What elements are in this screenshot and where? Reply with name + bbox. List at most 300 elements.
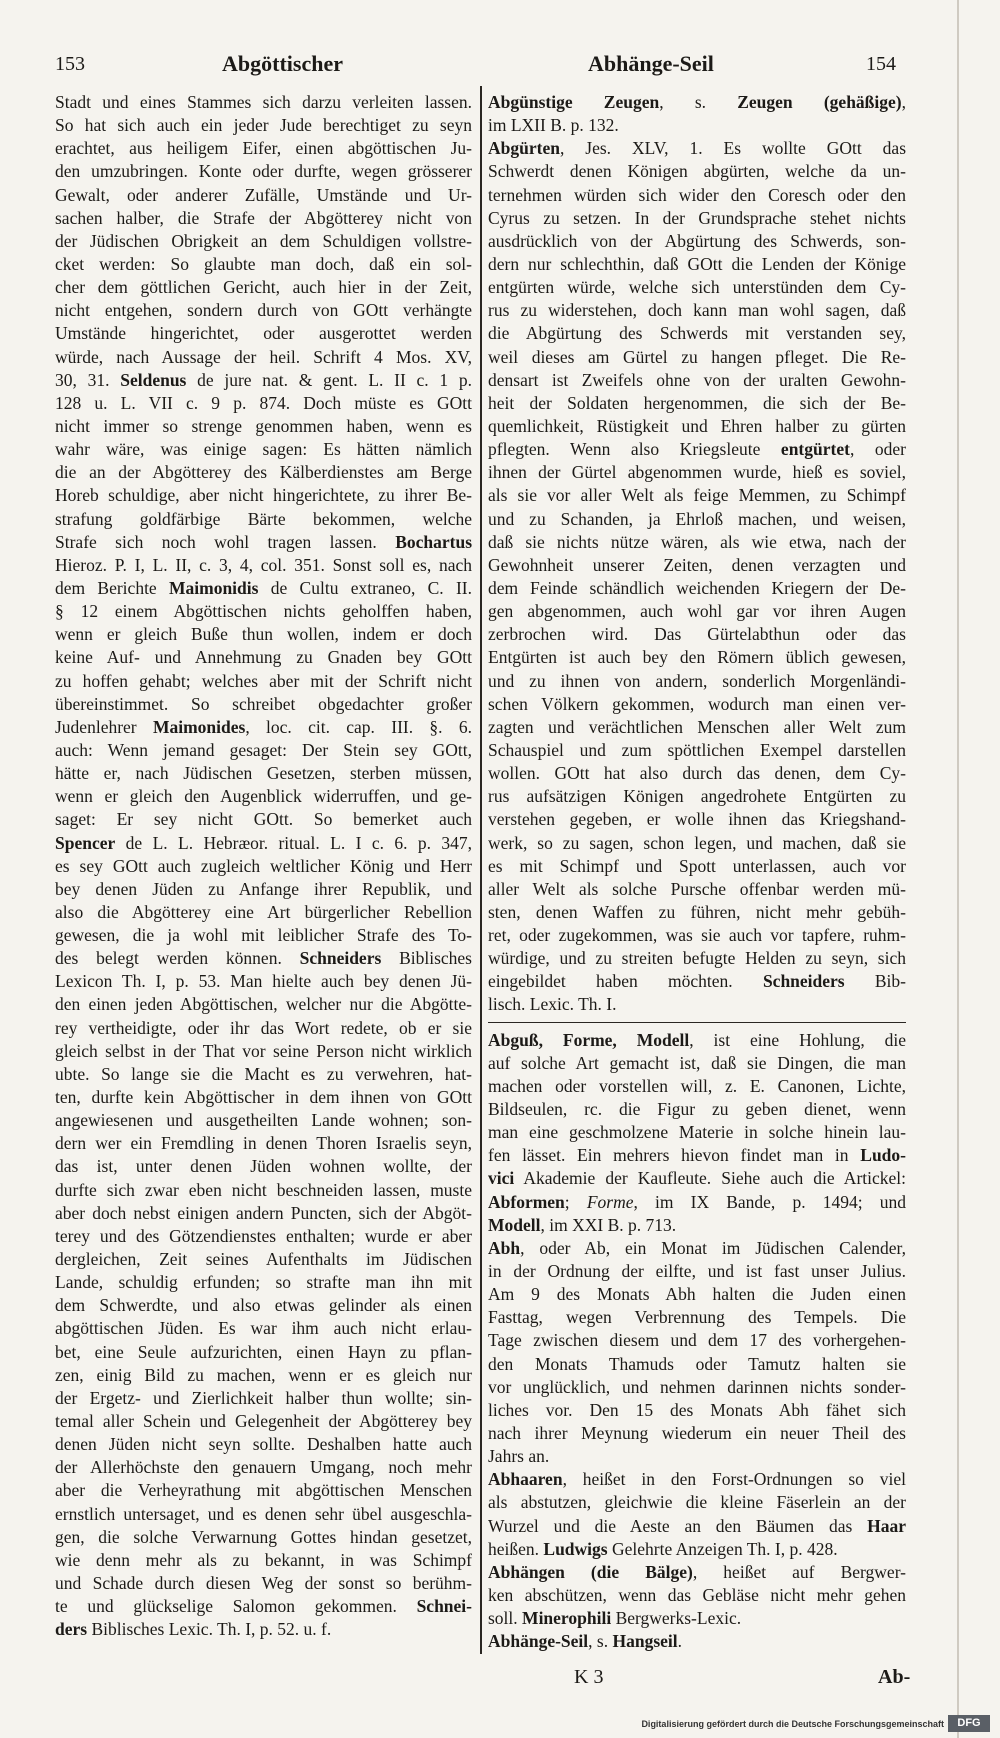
text-run: ausdrücklich von der Abgürtung des Schwerds, son- xyxy=(488,230,906,251)
text-line xyxy=(55,276,472,299)
text-run: aller Welt als solche Pursche offenbar werden mü- xyxy=(488,878,906,899)
text-run: zagten und verächtlichen Menschen aller Welt zum xyxy=(488,716,906,737)
text-run: gewesen, die ja wohl mit leiblicher Strafe des To- xyxy=(55,925,472,946)
text-run: , s. xyxy=(588,1631,613,1652)
text-line xyxy=(488,600,906,623)
text-line xyxy=(55,299,472,322)
text-line xyxy=(55,1179,472,1202)
text-line xyxy=(55,1618,472,1641)
bold-term: Ludo- xyxy=(860,1145,906,1166)
text-line xyxy=(55,160,472,183)
text-line xyxy=(488,1399,906,1422)
text-run: Am 9 des Monats Abh halten die Juden einen xyxy=(488,1284,906,1305)
text-run: dern wer ein Fremdling in denen Thoren Israelis seyn, xyxy=(55,1133,472,1154)
text-line xyxy=(55,1294,472,1317)
text-run: zen, einig Bild zu machen, wenn er es gleich nur xyxy=(55,1364,472,1385)
text-run: dern nur schlechthin, daß GOtt die Lenden der Könige xyxy=(488,253,906,274)
text-run: als abstutzen, gleichwie die kleine Fäserlein an der xyxy=(488,1492,906,1513)
text-run: würde, nach Aussage der heil. Schrift 4 Mos. XV, xyxy=(55,346,472,367)
text-run: Fasttag, wegen Verbrennung des Tempels. Die xyxy=(488,1307,906,1328)
text-line xyxy=(488,1167,906,1190)
text-run: , heißet in den Forst-Ordnungen so viel xyxy=(562,1469,906,1490)
text-run: dem Schwerdte, und also etwas gelinder als einen xyxy=(55,1295,472,1316)
text-line xyxy=(488,1515,906,1538)
text-line xyxy=(488,1214,906,1237)
text-run: Jahrs an. xyxy=(488,1446,550,1467)
text-line xyxy=(488,438,906,461)
text-line xyxy=(55,1433,472,1456)
text-line xyxy=(55,1549,472,1572)
text-run: und Schade durch diesen Weg der sonst so berühm- xyxy=(55,1573,472,1593)
text-line xyxy=(55,1503,472,1526)
text-line xyxy=(488,554,906,577)
text-run: de L. L. Hebræor. ritual. L. I c. 6. p. 347, xyxy=(115,832,472,853)
bold-term: Abgürten xyxy=(488,138,560,159)
text-run: der Allerhöchste den genauern Umgang, noch mehr xyxy=(55,1457,472,1478)
text-run: liches vor. Den 15 des Monats Abh fähet sich xyxy=(488,1399,906,1420)
text-line xyxy=(55,808,472,831)
text-line xyxy=(488,855,906,878)
text-run: weil dieses am Gürtel zu hangen pfleget. Die Re- xyxy=(488,346,906,367)
text-run: strafung goldfärbige Bärte bekommen, welche xyxy=(55,508,472,529)
text-run: sachen halber, die Strafe der Abgötterey nicht von xyxy=(55,207,472,228)
text-line xyxy=(488,577,906,600)
text-line xyxy=(488,762,906,785)
text-line xyxy=(488,160,906,183)
text-run: wahr wäre, was einige sagen: Es hätten nämlich xyxy=(55,439,472,460)
bold-term: Abhängen (die Bälge) xyxy=(488,1561,693,1582)
text-run: , im IX Bande, p. 1494; und xyxy=(633,1191,906,1212)
text-line xyxy=(55,230,472,253)
text-line xyxy=(55,1155,472,1178)
text-run: nicht immer so strenge genommen haben, wenn es xyxy=(55,415,472,436)
text-run: wenn er gleich den Augenblick widerruffen, und ge- xyxy=(55,786,472,807)
bold-term: entgürtet xyxy=(780,439,850,460)
text-run: wollen. GOtt hat also durch das denen, dem Cy- xyxy=(488,763,906,784)
text-line xyxy=(55,970,472,993)
text-run: Bildseulen, rc. die Figur zu geben dienet, wenn xyxy=(488,1099,906,1120)
text-line xyxy=(55,1063,472,1086)
text-line xyxy=(55,484,472,507)
text-line xyxy=(488,901,906,924)
text-run: heißen. xyxy=(488,1538,544,1559)
text-run: Umstände hingerichtet, oder ausgerottet werden xyxy=(55,323,472,344)
text-run: sten, denen Waffen zu führen, nicht mehr gebüh- xyxy=(488,901,906,922)
bold-term: Bochartus xyxy=(395,531,472,552)
text-run: ten, durfte kein Abgöttischer in dem ihnen von GOtt xyxy=(55,1087,472,1108)
bold-term: Ludwigs xyxy=(543,1538,608,1559)
text-run: , heißet auf Bergwer- xyxy=(692,1561,906,1582)
bold-term: Maimonidis xyxy=(168,577,259,598)
text-line xyxy=(55,716,472,739)
text-line xyxy=(488,1491,906,1514)
text-line xyxy=(488,808,906,831)
text-run: ernstlich untersaget, und es denen sehr übel ausgeschla- xyxy=(55,1503,472,1524)
text-line xyxy=(55,693,472,716)
text-run: Lande, schuldig erfunden; so strafte man ihn mit xyxy=(55,1272,472,1293)
text-line xyxy=(488,276,906,299)
text-run: des belegt werden können. xyxy=(55,948,300,969)
dfg-logo: DFG xyxy=(948,1715,990,1732)
text-run: Judenlehrer xyxy=(55,716,153,737)
left-column xyxy=(55,91,472,1641)
text-line xyxy=(55,1526,472,1549)
text-run: daß sie nichts nütze wären, als wie etwa, nach der xyxy=(488,531,906,552)
text-run: Bib- xyxy=(844,971,906,992)
text-run: Strafe sich noch wohl tragen lassen. xyxy=(55,531,396,552)
text-run: zu hoffen gehabt; welches aber mit der Schrift nicht xyxy=(55,670,472,691)
text-run: , ist eine Hohlung, die xyxy=(689,1029,906,1050)
bold-term: Schnei- xyxy=(416,1596,472,1617)
text-line xyxy=(55,1202,472,1225)
text-run: gen, die solche Verwarnung Gottes hindan gesetzet, xyxy=(55,1526,472,1547)
bold-term: Abhaaren xyxy=(488,1469,563,1490)
text-line xyxy=(55,184,472,207)
bold-term: Hangseil xyxy=(612,1631,678,1652)
text-line xyxy=(55,1410,472,1433)
text-run: nicht entgehen, sondern durch von GOtt verhängte xyxy=(55,300,472,321)
text-run: Wurzel und die Aeste an den Bäumen das xyxy=(488,1515,868,1536)
text-line xyxy=(488,508,906,531)
text-line xyxy=(55,415,472,438)
text-run: Akademie der Kaufleute. Siehe auch die Artickel: xyxy=(514,1168,906,1189)
text-line xyxy=(55,508,472,531)
page-edge-shadow xyxy=(957,0,959,1738)
text-run: vor unglücklich, und nehmen darinnen nichts sonder- xyxy=(488,1376,906,1397)
text-line xyxy=(55,346,472,369)
text-line xyxy=(55,1387,472,1410)
text-run: verstehen gegeben, er wolle ihnen das Kriegshand- xyxy=(488,809,906,830)
bold-term: Abguß, Forme, Modell xyxy=(488,1029,690,1050)
text-run: terey und des Götzendienstes enthalten; wurde er aber xyxy=(55,1225,472,1246)
text-line xyxy=(488,1445,906,1468)
bold-term: Minerophili xyxy=(522,1608,612,1629)
text-line xyxy=(55,554,472,577)
text-run: quemlichkeit, Rüstigkeit und Ehren halber zu gürten xyxy=(488,415,906,436)
text-run: temal aller Schein und Gelegenheit der Abgötterey bey xyxy=(55,1411,472,1432)
text-line xyxy=(488,1422,906,1445)
text-run: ; xyxy=(564,1191,587,1212)
text-line xyxy=(55,1271,472,1294)
text-line xyxy=(488,1191,906,1214)
text-line xyxy=(55,762,472,785)
text-line xyxy=(488,623,906,646)
text-line xyxy=(488,1306,906,1329)
text-run: rus aufsätzigen Königen angedrohete Entgürten zu xyxy=(488,786,906,807)
text-run: te und glückselige Salomon gekommen. xyxy=(55,1596,417,1617)
bold-term: Spencer xyxy=(55,832,116,853)
text-line xyxy=(488,878,906,901)
bold-term: Abgünstige Zeugen xyxy=(488,92,660,112)
right-column-lower xyxy=(488,1029,906,1654)
text-run: bet, eine Seule aufzurichten, einen Hayn zu pflan- xyxy=(55,1341,472,1362)
text-line xyxy=(55,1017,472,1040)
text-line xyxy=(488,785,906,808)
text-line xyxy=(55,670,472,693)
text-run: Entgürten ist auch bey den Römern üblich gewesen, xyxy=(488,647,906,668)
text-line xyxy=(488,1052,906,1075)
text-line xyxy=(488,1075,906,1098)
text-run: denen Jüden nicht seyn sollte. Deshalben hatte auch xyxy=(55,1434,472,1455)
text-line xyxy=(488,461,906,484)
text-run: auf solche Art gemacht ist, daß sie Dingen, die man xyxy=(488,1052,906,1073)
text-line xyxy=(488,1098,906,1121)
text-run: soll. xyxy=(488,1608,523,1629)
text-line xyxy=(55,114,472,137)
text-line xyxy=(488,392,906,415)
text-line xyxy=(488,1353,906,1376)
text-run: entgürten würde, welche sich unterstünden dem Cy- xyxy=(488,277,906,298)
text-line xyxy=(55,253,472,276)
text-run: Gewalt, oder anderer Zufälle, Umstände und Ur- xyxy=(55,184,472,205)
text-line xyxy=(488,484,906,507)
text-run: , loc. cit. cap. III. §. 6. xyxy=(245,716,472,737)
text-line xyxy=(55,207,472,230)
text-run: cher dem göttlichen Gericht, auch hier in der Zeit, xyxy=(55,277,472,298)
text-line xyxy=(488,1144,906,1167)
italic-term: Forme xyxy=(586,1191,634,1212)
text-line xyxy=(55,1248,472,1271)
text-run: , oder xyxy=(849,439,906,460)
text-line xyxy=(488,832,906,855)
text-line xyxy=(488,1538,906,1561)
text-run: , xyxy=(901,92,906,112)
text-line xyxy=(55,137,472,160)
text-line xyxy=(488,184,906,207)
text-run: die an der Abgötterey des Kälberdienstes am Berge xyxy=(55,462,472,483)
text-line xyxy=(55,1364,472,1387)
bold-term: ders xyxy=(55,1619,88,1640)
text-line xyxy=(55,947,472,970)
text-run: lisch. Lexic. Th. I. xyxy=(488,994,617,1015)
text-line xyxy=(488,1561,906,1584)
text-run: auch: Wenn jemand gesaget: Der Stein sey GOtt, xyxy=(55,739,472,760)
text-run: Biblisches Lexic. Th. I, p. 52. u. f. xyxy=(87,1619,332,1640)
text-line xyxy=(55,392,472,415)
text-run: nach ihrer Meynung wiederum ein neuer Theil des xyxy=(488,1423,906,1444)
text-line xyxy=(488,693,906,716)
bold-term: Schneiders xyxy=(762,971,845,992)
text-run: dem Feinde schändlich weichenden Kriegern der De- xyxy=(488,577,906,598)
text-line xyxy=(55,1572,472,1595)
text-run: angewiesenen und ausgetheilten Lande wohnen; son- xyxy=(55,1110,472,1131)
text-line xyxy=(488,670,906,693)
text-run: aber die Verheyrathung mit abgöttischen Menschen xyxy=(55,1480,472,1501)
text-run: , s. xyxy=(659,92,738,112)
text-run: pflegten. Wenn also Kriegsleute xyxy=(488,439,781,460)
catchword: Ab- xyxy=(878,1666,911,1688)
text-run: gen abgenommen, auch wohl gar vor ihren Augen xyxy=(488,601,906,622)
text-run: würdige, und zu streiten befugte Helden zu seyn, sich xyxy=(488,948,906,969)
text-line xyxy=(55,1086,472,1109)
text-run: § 12 einem Abgöttischen nichts geholffen haben, xyxy=(55,601,472,622)
text-line xyxy=(488,137,906,160)
text-run: Schwerdt denen Königen abgürten, welche da un- xyxy=(488,161,906,182)
text-run: eingebildet haben möchten. xyxy=(488,971,763,992)
text-line xyxy=(55,531,472,554)
text-run: , oder Ab, ein Monat im Jüdischen Calender, xyxy=(520,1237,906,1258)
text-line xyxy=(55,1040,472,1063)
text-line xyxy=(55,1109,472,1132)
right-column xyxy=(488,91,906,1653)
text-line xyxy=(55,646,472,669)
text-line xyxy=(55,322,472,345)
text-line xyxy=(488,924,906,947)
page-number-right: 154 xyxy=(866,53,896,75)
text-run: cket werden: So glaubte man doch, daß ein sol- xyxy=(55,253,472,274)
text-line xyxy=(55,577,472,600)
text-run: als sie vor aller Welt als feige Memmen, zu Schimpf xyxy=(488,485,906,506)
text-line xyxy=(488,1260,906,1283)
text-line xyxy=(488,739,906,762)
bold-term: Seldenus xyxy=(120,369,187,390)
text-line xyxy=(488,253,906,276)
text-run: So hat sich auch ein jeder Jude berechtiget zu seyn xyxy=(55,115,472,136)
text-line xyxy=(488,299,906,322)
text-line xyxy=(55,438,472,461)
text-line xyxy=(55,878,472,901)
text-run: aber doch nebst einigen andern Puncten, sich der Abgöt- xyxy=(55,1202,472,1223)
bold-term: Abh xyxy=(488,1237,521,1258)
text-line xyxy=(55,1479,472,1502)
text-run: de Cultu extraneo, C. II. xyxy=(258,577,472,598)
text-line xyxy=(55,993,472,1016)
text-line xyxy=(55,1132,472,1155)
text-line xyxy=(55,832,472,855)
text-line xyxy=(488,1584,906,1607)
bold-term: Zeugen (gehäßige) xyxy=(737,92,902,112)
bold-term: Maimonides xyxy=(152,716,246,737)
text-line xyxy=(55,739,472,762)
text-line xyxy=(55,924,472,947)
text-run: in der Ordnung der eilfte, und ist fast unser Julius. xyxy=(488,1261,906,1282)
text-line xyxy=(488,531,906,554)
text-run: Horeb schuldige, aber nicht hingerichtete, zu ihrer Be- xyxy=(55,485,472,506)
text-run: rey vertheidigte, oder ihr das Wort redete, ob er sie xyxy=(55,1017,472,1038)
text-run: es mit Schimpf und Spott unterlassen, auch vor xyxy=(488,855,906,876)
text-line xyxy=(55,461,472,484)
text-line xyxy=(488,1237,906,1260)
text-run: im LXII B. p. 132. xyxy=(488,115,619,136)
text-run: erachtet, aus heiligem Eifer, einen abgöttischen Ju- xyxy=(55,138,472,159)
text-run: ternehmen würden sich wider den Coresch oder den xyxy=(488,184,906,205)
text-run: das ist, unter denen Jüden wohnen wollte, der xyxy=(55,1156,472,1177)
text-run: durfte sich zwar eben nicht beschneiden lassen, muste xyxy=(55,1179,472,1200)
text-line xyxy=(488,947,906,970)
text-run: zerbrochen wird. Das Gürtelabthun oder das xyxy=(488,624,906,645)
text-line xyxy=(488,1607,906,1630)
text-run: Gelehrte Anzeigen Th. I, p. 428. xyxy=(607,1538,838,1559)
text-run: fen lässet. Ein mehrers hievon findet man in xyxy=(488,1145,861,1166)
text-run: . xyxy=(677,1631,682,1652)
text-run: ken abschützen, wenn das Gebläse nicht mehr gehen xyxy=(488,1585,906,1605)
section-rule xyxy=(488,1022,906,1024)
text-run: dergleichen, Zeit seines Aufenthalts im Jüdischen xyxy=(55,1249,472,1270)
bold-term: Modell xyxy=(488,1214,541,1235)
text-run: den Monats Thamuds oder Tamutz halten sie xyxy=(488,1353,906,1374)
text-run: 128 u. L. VII c. 9 p. 874. Doch müste es GOtt xyxy=(55,392,472,413)
text-run: es sey GOtt auch zugleich weltlicher König und Herr xyxy=(55,855,472,876)
text-line xyxy=(55,600,472,623)
text-run: , im XXI B. p. 713. xyxy=(540,1214,677,1235)
text-run: gleich selbst in der That vor seine Person nicht wirklich xyxy=(55,1040,472,1061)
text-run: Cyrus zu setzen. In der Grundsprache stehet nichts xyxy=(488,207,906,228)
text-line xyxy=(488,230,906,253)
text-run: dem Berichte xyxy=(55,577,169,598)
text-line xyxy=(488,1329,906,1352)
signature-mark: K 3 xyxy=(574,1666,604,1688)
text-line xyxy=(488,369,906,392)
text-run: abgöttischen Jüden. Es war ihm auch nicht erlau- xyxy=(55,1318,472,1339)
text-line xyxy=(488,1121,906,1144)
digitization-credit: Digitalisierung gefördert durch die Deutsche Forschungsgemeinschaft xyxy=(641,1719,944,1729)
text-run: und zu ihnen von andern, sonderlich Morgenländi- xyxy=(488,670,906,691)
text-run: bey denen Jüden zu Anfange ihrer Republik, und xyxy=(55,878,472,899)
page-number-left: 153 xyxy=(55,53,85,75)
text-run: ihnen der Gürtel abgenommen wurde, hieß es soviel, xyxy=(488,462,906,483)
text-line xyxy=(55,855,472,878)
text-run: den umzubringen. Konte oder durfte, wegen grösserer xyxy=(55,161,472,182)
text-run: ubte. So lange sie die Macht es zu verwehren, hat- xyxy=(55,1063,472,1084)
text-run: wenn er gleich Buße thun wollen, indem er doch xyxy=(55,624,472,645)
text-run: Tage zwischen diesem und dem 17 des vorhergehen- xyxy=(488,1330,906,1351)
text-line xyxy=(55,623,472,646)
text-run: keine Auf- und Annehmung zu Gnaden bey GOtt xyxy=(55,647,472,668)
bold-term: Abformen xyxy=(488,1191,565,1212)
text-line xyxy=(488,91,906,114)
text-line xyxy=(488,1630,906,1653)
text-line xyxy=(55,1595,472,1618)
text-line xyxy=(55,1456,472,1479)
text-run: densart ist Zweifels ohne von der uralten Gewohn- xyxy=(488,369,906,390)
text-line xyxy=(488,1283,906,1306)
text-run: rus zu widerstehen, doch kann man wohl sagen, daß xyxy=(488,300,906,321)
text-run: Hieroz. P. I, L. II, c. 3, 4, col. 351. Sonst soll es, nach xyxy=(55,554,472,575)
text-run: saget: Er sey nicht GOtt. So bemerket auch xyxy=(55,809,472,830)
text-line xyxy=(488,1029,906,1052)
text-run: Stadt und eines Stammes sich darzu verleiten lassen. xyxy=(55,92,472,112)
running-head-right: Abhänge-Seil xyxy=(588,51,714,76)
text-run: ret, oder zugekommen, was sie auch vor tapfere, ruhm- xyxy=(488,925,906,946)
text-line xyxy=(55,1341,472,1364)
text-line xyxy=(488,970,906,993)
text-line xyxy=(55,901,472,924)
text-run: wie denn mehr als zu bekannt, in was Schimpf xyxy=(55,1549,472,1570)
text-run: heit der Soldaten hergenommen, die sich der Be- xyxy=(488,392,906,413)
text-run: 30, 31. xyxy=(55,369,121,390)
bold-term: Haar xyxy=(867,1515,906,1536)
text-line xyxy=(55,1317,472,1340)
text-run: man eine geschmolzene Materie in solche hinein lau- xyxy=(488,1122,906,1143)
text-run: den einen jeden Abgöttischen, welcher nur die Abgötte- xyxy=(55,994,472,1015)
text-line xyxy=(488,716,906,739)
text-line xyxy=(488,207,906,230)
text-run: werk, so zu sagen, schon legen, und machen, daß sie xyxy=(488,832,906,853)
text-line xyxy=(488,646,906,669)
text-line xyxy=(55,91,472,114)
text-run: und zu Schanden, ja Ehrloß machen, und weisen, xyxy=(488,508,906,529)
text-run: de jure nat. & gent. L. II c. 1 p. xyxy=(186,369,472,390)
text-line xyxy=(488,322,906,345)
text-run: die Abgürtung des Schwerds mit verstanden sey, xyxy=(488,323,906,344)
text-run: übereinstimmet. So schreibet obgedachter großer xyxy=(55,693,472,714)
text-run: Gewohnheit unserer Zeiten, denen verzagten und xyxy=(488,554,906,575)
text-line xyxy=(488,1376,906,1399)
text-run: Lexicon Th. I, p. 53. Man hielte auch bey denen Jü- xyxy=(55,971,472,992)
text-run: Bergwerks-Lexic. xyxy=(611,1608,742,1629)
text-run: machen oder vorstellen will, z. E. Canonen, Lichte, xyxy=(488,1075,906,1096)
text-run: der Ergetz- und Zierlichkeit halber thun wollte; sin- xyxy=(55,1387,472,1408)
